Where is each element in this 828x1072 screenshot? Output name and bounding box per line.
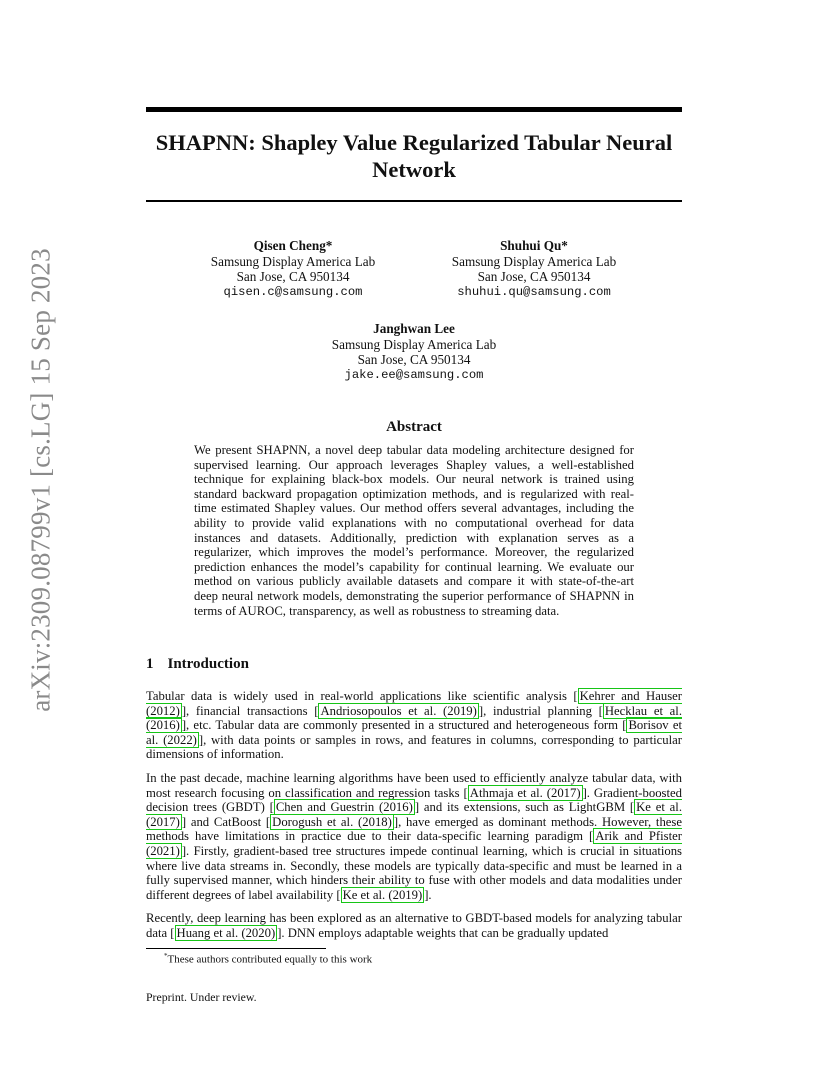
footnote-text: These authors contributed equally to this work — [167, 953, 373, 966]
citation-link[interactable]: Kehrer and Hauser (2012) — [146, 689, 682, 718]
abstract-body: We present SHAPNN, a novel deep tabular data modeling architecture designed for supervised learning. Our approach leverages Shapley values, a well-established technique for explaining black-box models. Our neural network is trained using standard backward propagation optimization methods, and is regularized with real-time estimated Shapley values. Our method offers several advantages, including the ability to provide valid explanations with no computational overhead for data instances and datasets. Additionally, prediction with explanation serves as a regularizer, which improves the model’s performance. Moreover, the regularized prediction enhances the model’s capability for continual learning. We evaluate our method on various publicly available datasets and compare it with state-of-the-art deep neural network models, demonstrating the superior performance of SHAPNN in terms of AUROC, transparency, as well as robustness to streaming data. — [194, 443, 634, 618]
citation-link[interactable]: Chen and Guestrin (2016) — [275, 800, 413, 815]
author-affiliation: Samsung Display America Lab — [331, 336, 497, 352]
author-name: Janghwan Lee — [373, 321, 455, 336]
citation-link[interactable]: Ke et al. (2017) — [146, 800, 683, 829]
paragraph-text: ], etc. Tabular data are commonly presented in a structured and heterogeneous form [ — [181, 718, 627, 733]
section-title: Introduction — [167, 656, 249, 672]
intro-paragraph-1 — [146, 689, 682, 762]
intro-paragraph-3 — [146, 911, 682, 940]
footnote — [164, 952, 372, 966]
section-number: 1 — [146, 656, 154, 672]
author-location: San Jose, CA 950134 — [236, 269, 350, 284]
author-email[interactable]: jake.ee@samsung.com — [344, 367, 484, 382]
paragraph-text: ], industrial planning [ — [478, 703, 603, 718]
paragraph-text: ] and its extensions, such as LightGBM [ — [414, 800, 635, 815]
title-top-rule — [146, 107, 682, 112]
citation-link[interactable]: Ke et al. (2019) — [342, 887, 423, 902]
abstract-heading: Abstract — [386, 419, 442, 435]
citation-link[interactable]: Athmaja et al. (2017) — [469, 785, 581, 800]
author-block — [178, 238, 408, 300]
paper-title: SHAPNN: Shapley Value Regularized Tabular Neural Network — [155, 130, 673, 182]
citation-link[interactable]: Hecklau et al. (2016) — [146, 703, 682, 733]
author-affiliation: Samsung Display America Lab — [451, 253, 617, 269]
intro-paragraph-2 — [146, 771, 682, 902]
preprint-note: Preprint. Under review. — [146, 990, 257, 1004]
arxiv-identifier-stamp: arXiv:2309.08799v1 [cs.LG] 15 Sep 2023 — [25, 248, 56, 712]
paragraph-text: ], with data points or samples in rows, and features in columns, corresponding to particular dimensions of information. — [146, 732, 682, 762]
paragraph-text: ]. Firstly, gradient-based tree structures impede continual learning, which is crucial in situations where live data streams in. Secondly, these models are typically data-specific and must be learned in a fully supervised manner, which hinders their ability to fuse with other models and data modalities under different degrees of label availability [ — [146, 843, 682, 902]
author-block — [419, 238, 649, 300]
paragraph-text: ] and CatBoost [ — [181, 814, 271, 829]
paragraph-text: Tabular data is widely used in real-world applications like scientific analysis [ — [146, 689, 578, 703]
paragraph-text: ]. Gradient-boosted decision trees (GBDT) [ — [146, 785, 682, 815]
citation-link[interactable]: Dorogush et al. (2018) — [272, 814, 392, 829]
author-location: San Jose, CA 950134 — [357, 352, 471, 367]
author-block — [299, 321, 529, 383]
paragraph-text: ]. — [424, 887, 432, 902]
paragraph-text: ]. DNN employs adaptable weights that can be gradually updated — [277, 925, 609, 940]
citation-link[interactable]: Huang et al. (2020) — [176, 925, 276, 940]
paragraph-text: ], have emerged as dominant methods. However, these methods have limitations in practice due to their data-specific learning paradigm [ — [146, 814, 682, 844]
paragraph-text: In the past decade, machine learning algorithms have been used to efficiently analyze tabular data, with most research focusing on classification and regression tasks [ — [146, 771, 682, 800]
footnote-rule — [146, 948, 326, 949]
paragraph-text: ], financial transactions [ — [181, 703, 319, 718]
paragraph-text: Recently, deep learning has been explored as an alternative to GBDT-based models for analyzing tabular data [ — [146, 911, 682, 940]
author-email[interactable]: qisen.c@samsung.com — [223, 284, 363, 299]
citation-link[interactable]: Borisov et al. (2022) — [146, 718, 682, 747]
section-heading-introduction — [146, 656, 249, 673]
author-name: Qisen Cheng* — [253, 238, 333, 253]
author-name: Shuhui Qu* — [500, 238, 568, 253]
author-location: San Jose, CA 950134 — [477, 269, 591, 284]
citation-link[interactable]: Andriosopoulos et al. (2019) — [320, 703, 477, 718]
citation-link[interactable]: Arik and Pfister (2021) — [146, 829, 682, 858]
footnote-mark: * — [164, 952, 168, 960]
title-bottom-rule — [146, 200, 682, 202]
author-email[interactable]: shuhui.qu@samsung.com — [457, 284, 611, 299]
author-affiliation: Samsung Display America Lab — [210, 253, 376, 269]
